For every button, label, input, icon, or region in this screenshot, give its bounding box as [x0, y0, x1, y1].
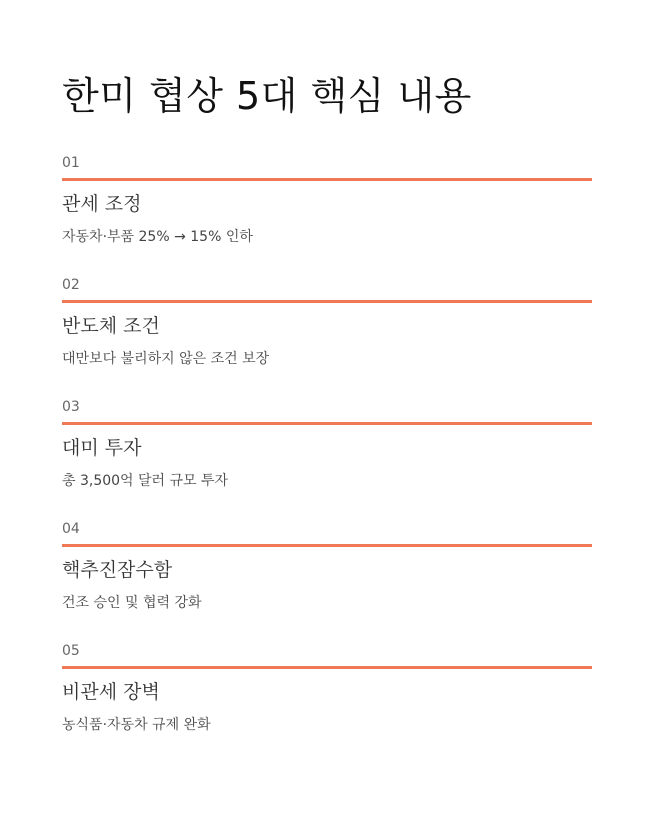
accent-divider [62, 422, 592, 425]
list-item [62, 276, 592, 398]
list-item [62, 398, 592, 520]
list-item [62, 520, 592, 642]
item-heading: 반도체 조건 [62, 315, 160, 337]
item-number: 03 [62, 399, 80, 415]
accent-divider [62, 544, 592, 547]
accent-divider [62, 666, 592, 669]
item-number: 04 [62, 521, 80, 537]
list-item [62, 154, 592, 276]
item-heading: 대미 투자 [62, 437, 142, 459]
item-number: 02 [62, 277, 80, 293]
item-description: 건조 승인 및 협력 강화 [62, 595, 202, 611]
item-number: 05 [62, 643, 80, 659]
list-item [62, 642, 592, 764]
page-title: 한미 협상 5대 핵심 내용 [62, 74, 472, 118]
item-description: 총 3,500억 달러 규모 투자 [62, 473, 229, 489]
item-heading: 관세 조정 [62, 193, 142, 215]
item-description: 대만보다 불리하지 않은 조건 보장 [62, 351, 270, 367]
item-description: 농식품·자동차 규제 완화 [62, 717, 211, 733]
key-points-list [62, 154, 592, 764]
accent-divider [62, 178, 592, 181]
accent-divider [62, 300, 592, 303]
item-number: 01 [62, 155, 80, 171]
item-heading: 비관세 장벽 [62, 681, 160, 703]
item-heading: 핵추진잠수함 [62, 559, 173, 581]
item-description: 자동차·부품 25% → 15% 인하 [62, 229, 253, 245]
